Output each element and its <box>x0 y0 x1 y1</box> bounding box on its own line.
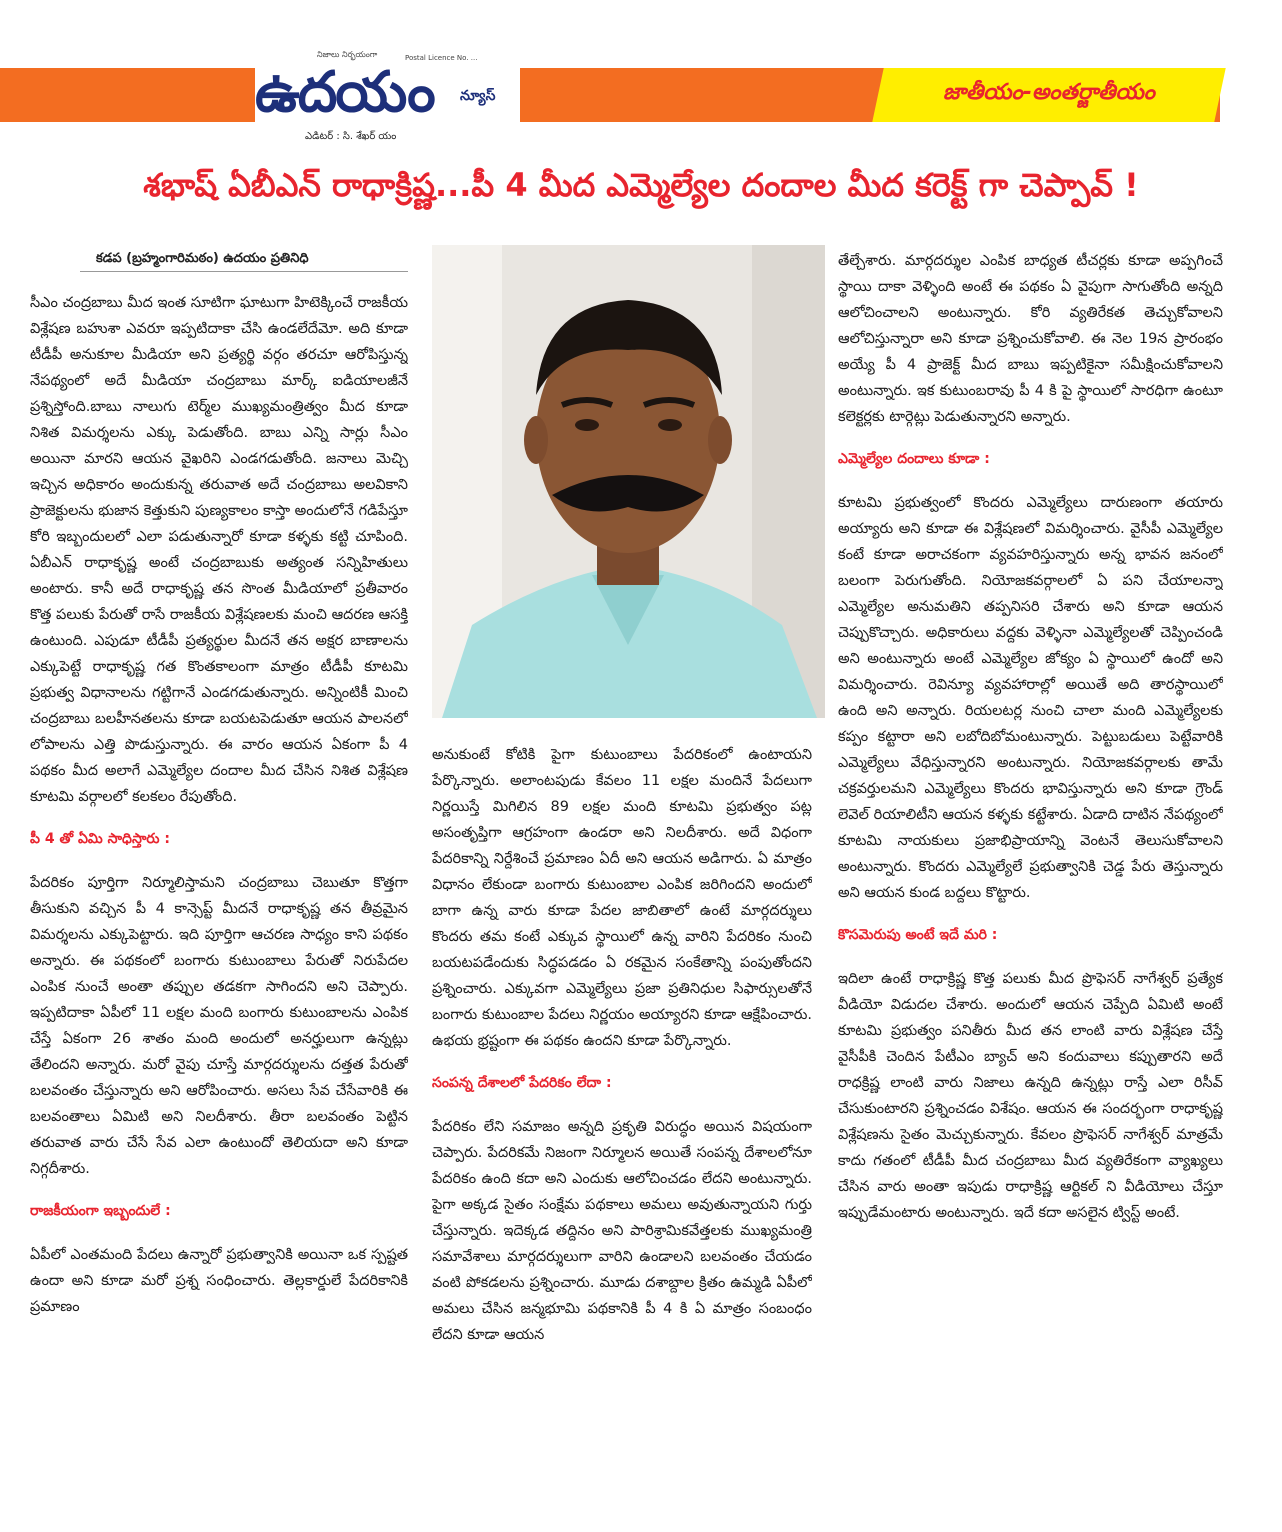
article-paragraph: పేదరికం లేని సమాజం అన్నది ప్రకృతి విరుద్ధం అయిన విషయంగా చెప్పారు. పేదరికమే నిజంగా నిర్మూలన అయితే సంపన్న దేశాలలోనూ పేదరికం ఉంది కదా అని ఎందుకు ఆలోచించడం లేదని అంటున్నారు. పైగా అక్కడ సైతం సంక్షేమ పథకాలు అమలు అవుతున్నాయని గుర్తు చేస్తున్నారు. ఇదెక్కడ తద్దినం అని పారిశ్రామికవేత్తలకు ముఖ్యమంత్రి సమావేశాలు మార్గదర్శులుగా వారిని ఉండాలని బలవంతం చేయడం వంటి పోకడలను ప్రశ్నించారు. మూడు దశాబ్దాల క్రితం ఉమ్మడి ఏపీలో అమలు చేసిన జన్మభూమి పథకానికి పీ 4 కి ఏ మాత్రం సంబంధం లేదని కూడా ఆయన <box>432 1119 812 1343</box>
article-column-3 <box>838 248 1223 1518</box>
article-paragraph: పేదరికం పూర్తిగా నిర్మూలిస్తామని చంద్రబాబు చెబుతూ కొత్తగా తీసుకుని వచ్చిన పీ 4 కాన్సెప్ట్ మీదనే రాధాకృష్ణ తన తీవ్రమైన విమర్శలను ఎక్కుపెట్టారు. ఇది పూర్తిగా ఆచరణ సాధ్యం కాని పథకం అన్నారు. ఈ పథకంలో బంగారు కుటుంబాలు పేరుతో నిరుపేదల ఎంపిక నుంచే అంతా తప్పుల తడకగా సాగిందని అని చెప్పారు. ఇప్పటిదాకా ఏపీలో 11 లక్షల మంది బంగారు కుటుంబాలను ఎంపిక చేస్తే ఏకంగా 26 శాతం మంది అందులో అనర్హులుగా ఉన్నట్లు తేలిందని అన్నారు. మరో వైపు చూస్తే మార్గదర్శులను దత్తత పేరుతో బలవంతం చేస్తున్నారు అని ఆరోపించారు. అసలు సేవ చేసేవారికి ఈ బలవంతాలు ఏమిటి అని నిలదీశారు. తీరా బలవంతం పెట్టిన తరువాత వారు చేసే సేవ ఎలా ఉంటుందో తెలియదా అని కూడా నిగ్గదీశారు. <box>30 875 408 1177</box>
article-paragraph: తేల్చేశారు. మార్గదర్శుల ఎంపిక బాధ్యత టీచర్లకు కూడా అప్పగించే స్థాయి దాకా వెళ్ళింది అంటే ఈ పథకం ఏ వైపుగా సాగుతోంది అన్నది ఆలోచించాలని అంటున్నారు. కోరి వ్యతిరేకత తెచ్చుకోవాలని ఆలోచిస్తున్నారా అని కూడా ప్రశ్నించుకోవాలి. ఈ నెల 19న ప్రారంభం అయ్యే పీ 4 ప్రాజెక్ట్ మీద బాబు ఇప్పటికైనా సమీక్షించుకోవాలని అంటున్నారు. ఇక కుటుంబరావు పీ 4 కి పై స్థాయిలో సారధిగా ఉంటూ కలెక్టర్లకు టార్గెట్లు పెడుతున్నారని అన్నారు. <box>838 253 1223 425</box>
article-paragraph: సీఎం చంద్రబాబు మీద ఇంత సూటిగా ఘాటుగా హిటెక్కించే రాజకీయ విశ్లేషణ బహుశా ఎవరూ ఇప్పటిదాకా చేసి ఉండలేదేమో. అది కూడా టీడీపీ అనుకూల మీడియా అని ప్రత్యర్థి వర్గం తరచూ ఆరోపిస్తున్న నేపథ్యంలో అదే మీడియా చంద్రబాబు మార్క్ ఐడియాలజీనే ప్రశ్నిస్తోంది.బాబు నాలుగు టెర్మ్‌ల ముఖ్యమంత్రిత్వం మీద కూడా నిశిత విమర్శలను ఎక్కు పెడుతోంది. బాబు ఎన్ని సార్లు సీఎం అయినా మారని ఆయన వైఖరిని ఎండగడుతోంది. జనాలు మెచ్చి ఇచ్చిన అధికారం అందుకున్న తరువాత అదే చంద్రబాబు అలవికాని ప్రాజెక్టులను భుజాన కెత్తుకుని పుణ్యకాలం కాస్తా అందులోనే గడిపేస్తూ కోరి ఇబ్బందులలో ఎలా పడుతున్నారో కూడా కళ్ళకు కట్టి చూపింది. ఏబీఎన్ రాధాకృష్ణ అంటే చంద్రబాబుకు అత్యంత సన్నిహితులు అంటారు. కానీ అదే రాధాకృష్ణ తన సొంత మీడియాలో ప్రతీవారం కొత్త పలుకు పేరుతో రాసే రాజకీయ విశ్లేషణలకు మంచి ఆదరణ ఆసక్తి ఉంటుంది. ఎపుడూ టీడీపీ ప్రత్యర్థుల మీదనే తన అక్షర బాణాలను ఎక్కుపెట్టే రాధాకృష్ణ గత కొంతకాలంగా మాత్రం టీడీపీ కూటమి ప్రభుత్వ విధానాలను గట్టిగానే ఎండగడుతున్నారు. అన్నింటికీ మించి చంద్రబాబు బలహీనతలను కూడా బయటపెడుతూ ఆయన పాలనలో లోపాలను ఎత్తి పొడుస్తున్నారు. ఈ వారం ఆయన ఏకంగా పీ 4 పథకం మీద అలాగే ఎమ్మెల్యేల దందాల మీద చేసిన నిశిత విశ్లేషణ కూటమి వర్గాలలో కలకలం రేపుతోంది. <box>30 295 408 805</box>
masthead-tagline: నిజాలు నిర్భయంగా <box>317 50 378 59</box>
article-paragraph: ఏపీలో ఎంతమంది పేదలు ఉన్నారో ప్రభుత్వానికి అయినా ఒక స్పష్టత ఉందా అని కూడా మరో ప్రశ్న సంధించారు. తెల్లకార్డులే పేదరికానికి ప్రమాణం <box>30 1247 408 1315</box>
headline: శభాష్ ఏబీఎన్ రాధాక్రిష్ణ...పీ 4 మీద ఎమ్మెల్యేల దందాల మీద కరెక్ట్ గా చెప్పావ్ ! <box>143 166 1139 204</box>
article-paragraph: కూటమి ప్రభుత్వంలో కొందరు ఎమ్మెల్యేలు దారుణంగా తయారు అయ్యారు అని కూడా ఈ విశ్లేషణలో విమర్శించారు. వైసీపీ ఎమ్మెల్యేల కంటే కూడా అరాచకంగా వ్యవహరిస్తున్నారు అన్న భావన జనంలో బలంగా పెరుగుతోంది. నియోజకవర్గాలలో ఏ పని చేయాలన్నా ఎమ్మెల్యేల అనుమతిని తప్పనిసరి చేశారు అని కూడా ఆయన చెప్పుకొచ్చారు. అధికారులు వద్దకు వెళ్ళినా ఎమ్మెల్యేలతో చెప్పించండి అని అంటున్నారు అంటే ఎమ్మెల్యేల జోక్యం ఏ స్థాయిలో ఉందో అని విమర్శించారు. రెవిన్యూ వ్యవహారాల్లో అయితే అది తారస్థాయిలో ఉంది అని అన్నారు. రియలటర్ల నుంచి చాలా మంది ఎమ్మెల్యేలకు కప్పం కట్టారా అని లబోదిబోమంటున్నారు. పెట్టుబడులు పెట్టేవారికి ఎమ్మెల్యేలు వేధిస్తున్నారని అంటున్నారు. నియోజకవర్గాలకు తామే చక్రవర్తులమని ఎమ్మెల్యేలు కొందరు భావిస్తున్నారు అని కూడా గ్రౌండ్ లెవెల్ రియాలిటీని ఆయన కళ్ళకు కట్టేశారు. ఏడాది దాటిన నేపథ్యంలో కూటమి నాయకులు ప్రజాభిప్రాయాన్ని వెంటనే తెలుసుకోవాలని అంటున్నారు. కొందరు ఎమ్మెల్యేలే ప్రభుత్వానికి చెడ్డ పేరు తెస్తున్నారు అని ఆయన కుండ బద్దలు కొట్టారు. <box>838 495 1223 901</box>
logo-news-label: న్యూస్ <box>460 88 496 104</box>
section-tag: జాతీయం-అంతర్జాతీయం <box>943 80 1155 105</box>
editor-credit: ఎడిటర్ : సి. శేఖర్ యం <box>305 131 397 142</box>
logo-text: ఉదయం <box>255 60 434 125</box>
subheading: రాజకీయంగా ఇబ్బందులే : <box>30 1203 171 1219</box>
byline-rule <box>80 271 408 272</box>
article-paragraph: అనుకుంటే కోటికి పైగా కుటుంబాలు పేదరికంలో ఉంటాయని పేర్కొన్నారు. అలాంటపుడు కేవలం 11 లక్షల మందినే పేదలుగా నిర్ణయిస్తే మిగిలిన 89 లక్షల మంది కూటమి ప్రభుత్వం పట్ల అసంతృప్తిగా ఆగ్రహంగా ఉండరా అని నిలదీశారు. అదే విధంగా పేదరికాన్ని నిర్దేశించే ప్రమాణం ఏదీ అని ఆయన అడిగారు. ఏ మాత్రం విధానం లేకుండా బంగారు కుటుంబాల ఎంపిక జరిగిందని అందులో బాగా ఉన్న వారు కూడా పేదల జాబితాలో ఉంటే మార్గదర్శులు కొందరు తమ కంటే ఎక్కువ స్థాయిలో ఉన్న వారిని పేదరికం నుంచి బయటపడేందుకు సిద్ధపడడం ఏ రకమైన సంకేతాన్ని పంపుతోందని ప్రశ్నించారు. ఎక్కువగా ఎమ్మెల్యేలు ప్రజా ప్రతినిధుల సిఫార్సులతోనే బంగారు కుటుంబాల పేదలు నిర్ణయం అయ్యారని కూడా ఆక్షేపించారు. ఉభయ భ్రష్టంగా ఈ పథకం ఉందని కూడా పేర్కొన్నారు. <box>432 747 812 1049</box>
article-photo <box>432 245 825 718</box>
subheading: కొసమెరుపు అంటే ఇదే మరి : <box>838 927 998 943</box>
person-portrait-illustration <box>432 245 825 718</box>
article-paragraph: ఇదిలా ఉంటే రాధాక్రిష్ణ కొత్త పలుకు మీద ప్రొఫెసర్ నాగేశ్వర్ ప్రత్యేక వీడియో విడుదల చేశారు. అందులో ఆయన చెప్పేది ఏమిటి అంటే కూటమి ప్రభుత్వం పనితీరు మీద తన లాంటి వారు విశ్లేషణ చేస్తే వైసీపీకి చెందిన పేటీఎం బ్యాచ్ అని కందువాలు కప్పుతారని అదే రాధక్రిష్ణ లాంటి వారు నిజాలు ఉన్నది ఉన్నట్లు రాస్తే ఎలా రిసీవ్ చేసుకుంటారని ప్రశ్నించడం విశేషం. ఆయన ఈ సందర్భంగా రాధాకృష్ణ విశ్లేషణను సైతం మెచ్చుకున్నారు. కేవలం ప్రొఫెసర్ నాగేశ్వర్ మాత్రమే కాదు గతంలో టీడీపీ మీద చంద్రబాబు మీద వ్యతిరేకంగా వ్యాఖ్యలు చేసిన వారు అంతా ఇపుడు రాధాక్రిష్ణ ఆర్టికల్ ని వీడియోలు చేస్తూ ఇప్పుడేమంటారు అంటున్నారు. ఇదే కదా అసలైన ట్విస్ట్ అంటే. <box>838 971 1223 1221</box>
article-column-2 <box>432 742 812 1522</box>
subheading: ఎమ్మెల్యేల దందాలు కూడా : <box>838 451 990 467</box>
udayam-logo <box>255 58 495 128</box>
masthead <box>255 46 520 146</box>
byline: కడప (బ్రహ్మంగారిమఠం) ఉదయం ప్రతినిధి <box>96 251 309 266</box>
article-column-1 <box>30 290 408 1520</box>
subheading: పీ 4 తో ఏమి సాధిస్తారు : <box>30 831 170 847</box>
postal-licence: Postal Licence No. ... <box>405 54 478 62</box>
subheading: సంపన్న దేశాలలో పేదరికం లేదా : <box>432 1075 612 1091</box>
